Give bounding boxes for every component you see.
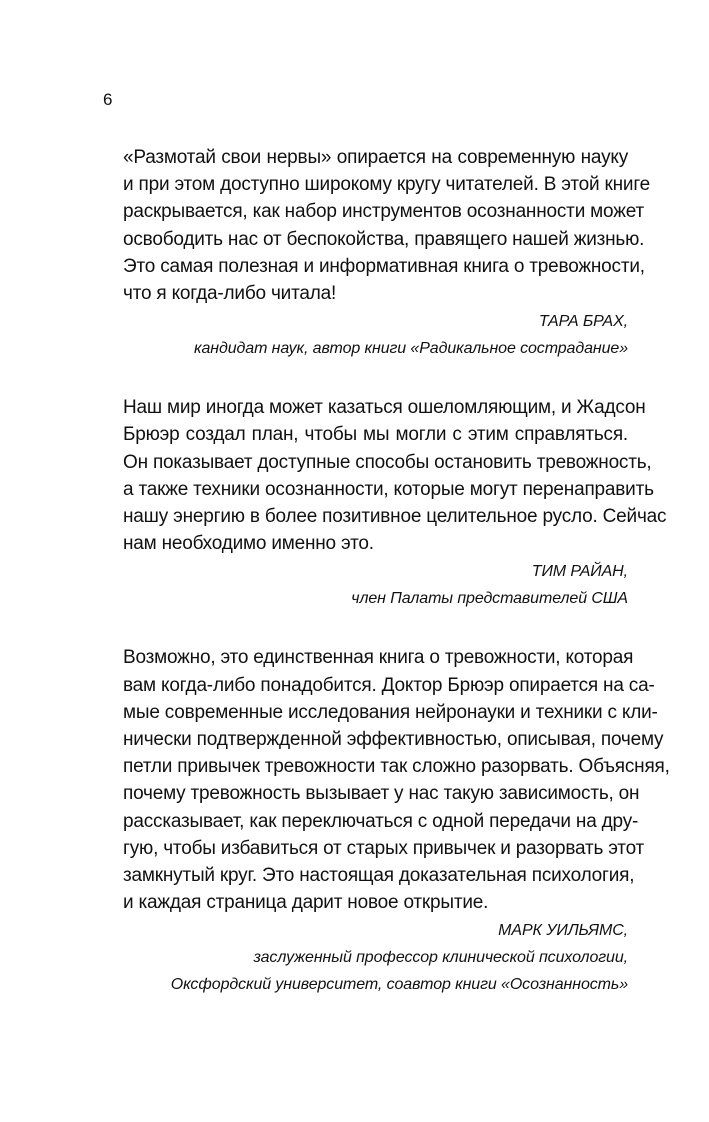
blurb-line: нически подтвержденной эффективностью, описывая, почему xyxy=(123,729,664,751)
blurb-line: раскрывается, как набор инструментов осознанности может xyxy=(123,201,644,223)
blurb-attribution xyxy=(123,558,628,612)
blurb-line: и каждая страница дарит новое открытие. xyxy=(123,892,489,914)
blurb-tara-brach xyxy=(123,144,650,362)
blurb-attribution xyxy=(123,917,628,998)
blurb-line: почему тревожность вызывает у нас такую зависимость, он xyxy=(123,783,640,805)
blurb-line: нам необходимо именно это. xyxy=(123,533,374,555)
blurb-line: мые современные исследования нейронауки и техники с кли- xyxy=(123,701,658,723)
blurb-mark-williams xyxy=(123,644,670,998)
blurb-line: и при этом доступно широкому кругу читателей. В этой книге xyxy=(123,174,650,196)
blurbs-section xyxy=(123,144,670,998)
blurb-line: что я когда-либо читала! xyxy=(123,283,337,305)
blurb-line: Брюэр создал план, чтобы мы могли с этим справляться. xyxy=(123,424,628,446)
blurb-author: ТАРА БРАХ, xyxy=(538,313,628,331)
blurb-line: Это самая полезная и информативная книга о тревожности, xyxy=(123,255,645,277)
blurb-line: Наш мир иногда может казаться ошеломляющим, и Жадсон xyxy=(123,397,646,419)
blurb-tim-ryan xyxy=(123,394,667,612)
blurb-line: а также техники осознанности, которые могут перенаправить xyxy=(123,478,654,500)
blurb-line: Возможно, это единственная книга о тревожности, которая xyxy=(123,647,634,669)
blurb-line: вам когда-либо понадобится. Доктор Брюэр опирается на са- xyxy=(123,674,655,696)
blurb-line: нашу энергию в более позитивное целительное русло. Сейчас xyxy=(123,506,667,528)
blurb-line: «Размотай свои нервы» опирается на современную науку xyxy=(123,147,628,168)
blurb-line: петли привычек тревожности так сложно разорвать. Объясняя, xyxy=(123,756,670,778)
blurb-credentials: кандидат наук, автор книги «Радикальное сострадание» xyxy=(194,340,628,358)
blurb-credentials: член Палаты представителей США xyxy=(351,590,628,608)
blurb-line: гую, чтобы избавиться от старых привычек и разорвать этот xyxy=(123,837,645,859)
blurb-credentials: Оксфордский университет, соавтор книги «Осознанность» xyxy=(170,976,628,994)
blurb-author: МАРК УИЛЬЯМС, xyxy=(498,922,628,940)
blurb-line: замкнутый круг. Это настоящая доказательная психология, xyxy=(123,865,635,887)
blurb-line: Он показывает доступные способы остановить тревожность, xyxy=(123,451,652,473)
blurb-line: освободить нас от беспокойства, правящего нашей жизнью. xyxy=(123,228,645,250)
blurb-credentials: заслуженный профессор клинической психологии, xyxy=(253,949,628,967)
blurb-line: рассказывает, как переключаться с одной передачи на дру- xyxy=(123,810,639,832)
blurb-attribution xyxy=(123,308,628,362)
blurb-author: ТИМ РАЙАН, xyxy=(531,563,628,581)
page-number: 6 xyxy=(103,90,113,109)
